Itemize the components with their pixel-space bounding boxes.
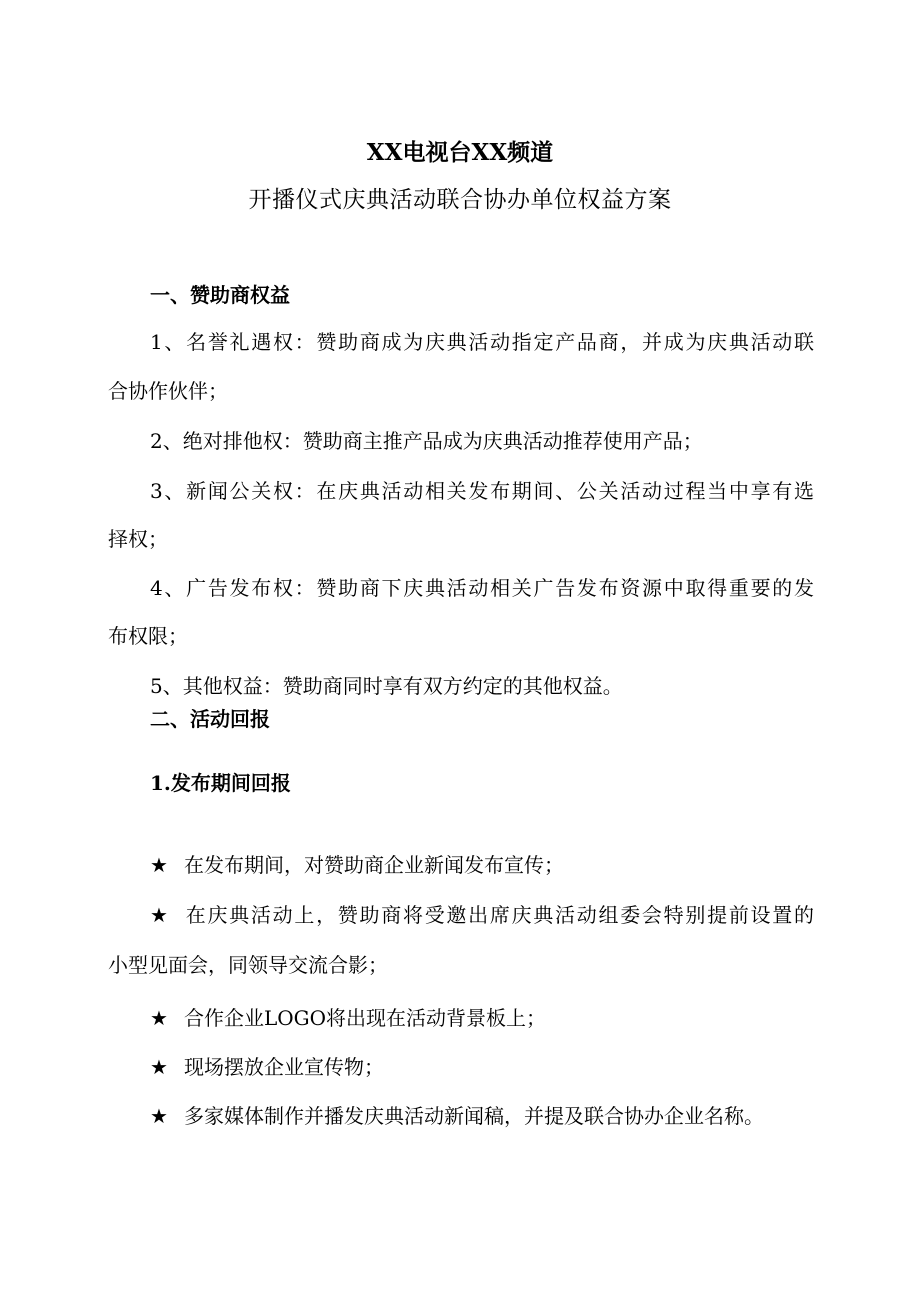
star-icon: ★ [150,1104,168,1128]
bullet-item-3-text: 合作企业LOGO将出现在活动背景板上； [184,1006,547,1030]
section-heading-activity-returns: 二、活动回报 [150,707,270,731]
star-icon: ★ [150,1055,168,1079]
section-heading-sponsor-rights: 一、赞助商权益 [150,283,290,307]
subsection-heading-release-period: 1.发布期间回报 [150,771,291,795]
rights-item-4-line-1: 4、广告发布权：赞助商下庆典活动相关广告发布资源中取得重要的发 [150,576,814,600]
rights-item-3-line-1: 3、新闻公关权：在庆典活动相关发布期间、公关活动过程当中享有选 [150,479,814,503]
document-title: XX电视台XX频道 [366,139,554,166]
rights-item-3-line-2: 择权； [108,527,168,551]
bullet-item-2-text: 在庆典活动上，赞助商将受邀出席庆典活动组委会特别提前设置的 [184,903,814,927]
rights-item-4-line-2: 布权限； [108,624,188,648]
star-icon: ★ [150,853,168,877]
rights-item-1-line-1: 1、名誉礼遇权：赞助商成为庆典活动指定产品商，并成为庆典活动联 [150,330,814,354]
rights-item-5: 5、其他权益：赞助商同时享有双方约定的其他权益。 [150,674,623,698]
bullet-item-2-line-2: 小型见面会，同领导交流合影； [108,953,388,977]
rights-item-2: 2、绝对排他权：赞助商主推产品成为庆典活动推荐使用产品； [150,429,703,453]
bullet-item-4 [150,1053,814,1081]
bullet-item-5-text: 多家媒体制作并播发庆典活动新闻稿，并提及联合协办企业名称。 [184,1104,764,1128]
bullet-item-3 [150,1004,814,1032]
bullet-item-1 [150,851,814,879]
document-subtitle: 开播仪式庆典活动联合协办单位权益方案 [248,187,672,213]
bullet-item-5 [150,1102,814,1130]
bullet-item-1-text: 在发布期间，对赞助商企业新闻发布宣传； [184,853,564,877]
bullet-item-2-line-1 [150,901,814,929]
bullet-item-4-text: 现场摆放企业宣传物； [184,1055,384,1079]
rights-item-1-line-2: 合协作伙伴； [108,379,228,403]
star-icon: ★ [150,1006,168,1030]
star-icon: ★ [150,903,168,927]
